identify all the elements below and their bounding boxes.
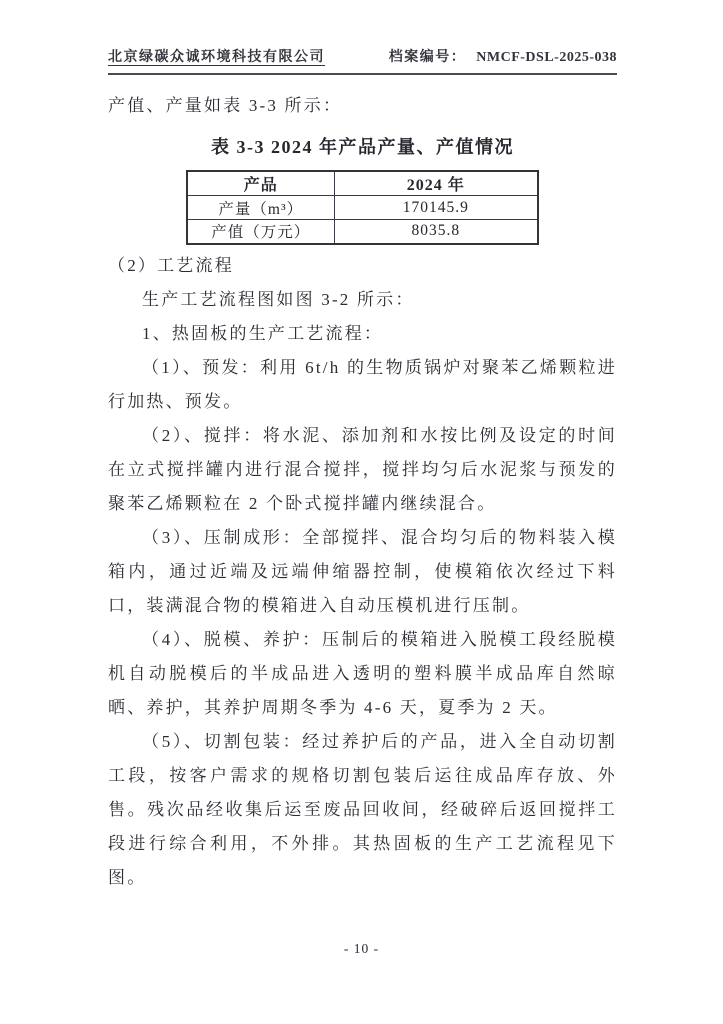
paragraph: （1）、预发：利用 6t/h 的生物质锅炉对聚苯乙烯颗粒进行加热、预发。 xyxy=(108,357,617,411)
production-table xyxy=(186,170,539,245)
table-cell-output-value: 170145.9 xyxy=(334,196,538,220)
paragraph: （3）、压制成形：全部搅拌、混合均匀后的物料装入模箱内，通过近端及远端伸缩器控制，使模箱依次经过下料口，装满混合物的模箱进入自动压模机进行压制。 xyxy=(108,527,617,615)
paragraph: （2）、搅拌：将水泥、添加剂和水按比例及设定的时间在立式搅拌罐内进行混合搅拌，搅拌均匀后水泥浆与预发的聚苯乙烯颗粒在 2 个卧式搅拌罐内继续混合。 xyxy=(108,425,617,513)
archive-number-value: NMCF-DSL-2025-038 xyxy=(476,50,617,65)
paragraph: （5）、切割包装：经过养护后的产品，进入全自动切割工段，按客户需求的规格切割包装后运往成品库存放、外售。残次品经收集后运至废品回收间，经破碎后返回搅拌工段进行综合利用，不外排。其热固板的生产工艺流程见下图。 xyxy=(108,731,617,887)
table-cell-output-label: 产量（m³） xyxy=(187,196,334,220)
table-row xyxy=(187,220,538,244)
table-header-product: 产品 xyxy=(187,171,334,196)
page-number: - 10 - xyxy=(343,941,380,956)
archive-label: 档案编号： xyxy=(388,50,467,65)
table-caption: 表 3-3 2024 年产品产量、产值情况 xyxy=(211,137,514,157)
table-cell-value-label: 产值（万元） xyxy=(187,220,334,244)
paragraph: 1、热固板的生产工艺流程： xyxy=(142,323,384,343)
company-name: 北京绿碳众诚环境科技有限公司 xyxy=(108,50,325,65)
intro-line: 产值、产量如表 3-3 所示： xyxy=(108,96,343,115)
page-header xyxy=(108,46,617,75)
table-row xyxy=(187,196,538,220)
paragraph: 生产工艺流程图如图 3-2 所示： xyxy=(142,289,415,309)
table-cell-value-value: 8035.8 xyxy=(334,220,538,244)
section-heading: （2）工艺流程 xyxy=(108,255,234,275)
table-container xyxy=(108,170,617,245)
table-header-row xyxy=(187,171,538,196)
archive-number xyxy=(389,46,617,66)
paragraph: （4）、脱模、养护：压制后的模箱进入脱模工段经脱模机自动脱模后的半成品进入透明的塑料膜半成品库自然晾晒、养护，其养护周期冬季为 4-6 天，夏季为 2 天。 xyxy=(108,629,617,717)
table-header-year: 2024 年 xyxy=(334,171,538,196)
